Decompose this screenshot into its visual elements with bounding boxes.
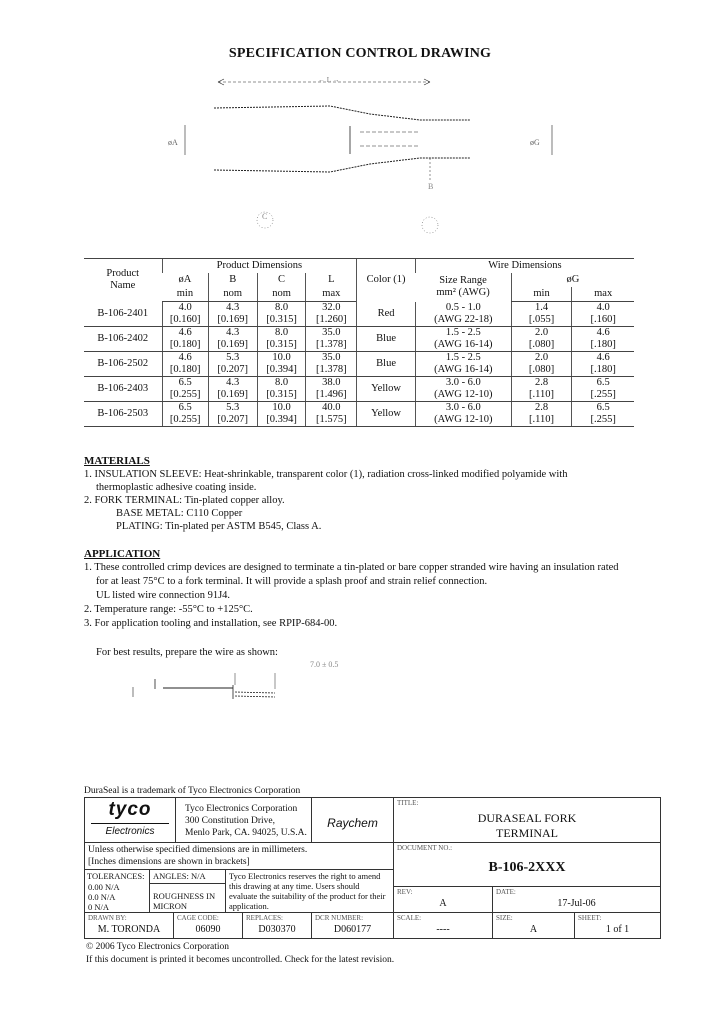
rights-cell (225, 869, 394, 913)
cell-gmin-in: [.080] (528, 339, 555, 350)
dim-phiG-label: øG (530, 138, 540, 147)
cell-b: 4.3 (226, 377, 240, 388)
table-row (84, 377, 634, 402)
date-label: DATE: (496, 888, 516, 896)
cell-gmin-in: [.110] (529, 414, 555, 425)
tolerances-label: TOLERANCES: (87, 871, 145, 881)
application-line-6: For best results, prepare the wire as shown: (96, 647, 278, 658)
title-cell (393, 797, 661, 843)
cell-b: 4.3 (226, 327, 240, 338)
cell-gmax: 6.5 (596, 377, 610, 388)
sheet: 1 of 1 (605, 924, 630, 935)
cell-gmax-in: [.180] (590, 364, 616, 375)
cell-l-in: [1.378] (316, 364, 347, 375)
trademark-note: DuraSeal is a trademark of Tyco Electronics Corporation (84, 786, 301, 796)
cell-b: 4.3 (226, 302, 240, 313)
tolerance-0dp: 0 N/A (88, 902, 110, 912)
cell-l: 35.0 (322, 327, 341, 338)
replaces-label: REPLACES: (246, 914, 283, 922)
tolerance-1dp: 0.0 N/A (88, 892, 116, 902)
cell-b: 5.3 (226, 352, 240, 363)
cell-gmin: 2.8 (534, 402, 549, 413)
cage-cell (173, 912, 243, 939)
cell-size: 1.5 - 2.5 (445, 352, 481, 363)
cell-a-in: [0.180] (169, 364, 201, 375)
rights-line-4: application. (229, 901, 269, 911)
cell-gmax: 4.0 (596, 302, 610, 313)
hdr-mm2: mm² (AWG) (436, 287, 490, 299)
cell-awg: (AWG 16-14) (434, 364, 493, 375)
hdr-l: L (306, 273, 357, 287)
corp-street: 300 Constitution Drive, (185, 816, 275, 826)
cell-gmax-in: [.255] (590, 414, 616, 425)
uncontrolled-note: If this document is printed it becomes uncontrolled. Check for the latest revision. (86, 955, 395, 965)
application-heading: APPLICATION (84, 548, 161, 560)
corp-address-cell (175, 797, 312, 843)
rights-line-1: Tyco Electronics reserves the right to amend (229, 871, 381, 881)
row-name: B-106-2401 (84, 302, 162, 327)
cell-a: 6.5 (178, 402, 192, 413)
hdr-product: Product (106, 268, 140, 280)
cell-b-in: [0.207] (217, 414, 249, 425)
hdr-color: Color (1) (357, 259, 416, 302)
cage-label: CAGE CODE: (177, 914, 219, 922)
cell-size: 3.0 - 6.0 (445, 402, 481, 413)
cell-awg: (AWG 16-14) (434, 339, 493, 350)
roughness-line-1: ROUGHNESS IN (153, 891, 216, 901)
hdr-phiG: øG (511, 273, 634, 287)
scale: ---- (436, 924, 450, 935)
page-title: SPECIFICATION CONTROL DRAWING (228, 46, 492, 61)
size: A (529, 924, 538, 935)
cell-a-in: [0.180] (169, 339, 201, 350)
cell-c-in: [0.394] (266, 414, 297, 425)
cell-gmin-in: [.110] (529, 389, 555, 400)
materials-line-3: 2. FORK TERMINAL: Tin-plated copper alloy. (84, 495, 285, 506)
replaces: D030370 (258, 924, 296, 935)
cell-color: Blue (357, 327, 416, 352)
doc-title-line-2: TERMINAL (496, 826, 558, 840)
row-name: B-106-2402 (84, 327, 162, 352)
cell-l: 32.0 (322, 302, 341, 313)
table-row (84, 302, 634, 327)
roughness-line-2: MICRON (153, 901, 188, 911)
cell-c: 8.0 (274, 327, 289, 338)
wire-strip-drawing (125, 655, 325, 725)
units-note-2: [Inches dimensions are shown in brackets] (88, 857, 250, 867)
dcr-label: DCR NUMBER: (315, 914, 364, 922)
cell-l: 35.0 (322, 352, 341, 363)
cell-gmax-in: [.255] (590, 389, 616, 400)
units-note-1: Unless otherwise specified dimensions are in millimeters. (88, 845, 308, 855)
size-cell (492, 912, 575, 939)
replaces-cell (242, 912, 312, 939)
corp-city: Menlo Park, CA. 94025, U.S.A. (185, 828, 307, 838)
dim-b-label: B (428, 182, 434, 191)
cell-gmax: 4.6 (596, 327, 610, 338)
dim-c-label: C (262, 212, 268, 221)
angles-text: ANGLES: N/A (153, 871, 206, 881)
materials-line-5: PLATING: Tin-plated per ASTM B545, Class A. (116, 521, 322, 532)
cell-c-in: [0.315] (266, 314, 297, 325)
cell-awg: (AWG 12-10) (434, 389, 493, 400)
cell-a-in: [0.255] (169, 389, 201, 400)
electronics-logo: Electronics (105, 826, 155, 837)
cell-gmin: 2.0 (534, 352, 549, 363)
cell-gmin-in: [.055] (528, 314, 555, 325)
title-label: TITLE: (397, 799, 419, 807)
cell-gmax-in: [.180] (590, 339, 616, 350)
raychem-logo: Raychem (327, 816, 378, 830)
cell-c-in: [0.315] (266, 389, 297, 400)
docno-label: DOCUMENT NO.: (397, 844, 453, 852)
application-line-3: UL listed wire connection 91J4. (96, 590, 231, 601)
logo-rule (91, 823, 169, 824)
doc-title-line-1: DURASEAL FORK (477, 811, 577, 825)
drawn-label: DRAWN BY: (88, 914, 127, 922)
units-note-cell (84, 842, 394, 870)
docno-cell (393, 842, 661, 887)
product-drawing (130, 70, 590, 250)
product-dimensions-table (84, 258, 634, 427)
cell-l-in: [1.496] (316, 389, 347, 400)
dcr-number: D060177 (333, 924, 372, 935)
rights-line-3: evaluate the suitability of the product for their (229, 891, 386, 901)
cell-c-in: [0.394] (266, 364, 297, 375)
rev-cell (393, 886, 493, 913)
hdr-size-range: Size Range (439, 275, 487, 287)
cell-gmax: 4.6 (596, 352, 610, 363)
application-line-1: 1. These controlled crimp devices are designed to terminate a tin-plated or bare copper stranded wire having an insulation rated (84, 562, 619, 573)
date-cell (492, 886, 661, 913)
cell-gmin-in: [.080] (528, 364, 555, 375)
table-row (84, 352, 634, 377)
cell-a: 4.6 (178, 352, 192, 363)
cell-b-in: [0.207] (217, 364, 249, 375)
hdr-phiA: øA (178, 274, 192, 285)
cell-color: Yellow (357, 402, 416, 427)
rev-label: REV: (397, 888, 413, 896)
sheet-cell (574, 912, 661, 939)
cell-gmax: 6.5 (596, 402, 610, 413)
cell-gmin: 2.0 (534, 327, 549, 338)
hdr-b-nom: nom (208, 287, 257, 302)
cell-size: 3.0 - 6.0 (445, 377, 481, 388)
size-label: SIZE: (496, 914, 513, 922)
cell-c-in: [0.315] (266, 339, 297, 350)
dcr-cell (311, 912, 394, 939)
row-name: B-106-2502 (84, 352, 162, 377)
sheet-label: SHEET: (578, 914, 602, 922)
cell-c: 8.0 (274, 377, 289, 388)
cell-gmin: 1.4 (534, 302, 549, 313)
strip-length-label: 7.0 ± 0.5 (310, 660, 339, 669)
cell-c: 10.0 (272, 352, 291, 363)
application-line-5: 3. For application tooling and installation, see RPIP-684-00. (84, 618, 338, 629)
application-line-4: 2. Temperature range: -55°C to +125°C. (84, 604, 253, 615)
materials-line-2: thermoplastic adhesive coating inside. (96, 482, 257, 493)
materials-line-4: BASE METAL: C110 Copper (116, 508, 243, 519)
cell-size: 1.5 - 2.5 (445, 327, 481, 338)
scale-cell (393, 912, 493, 939)
angles-divider (150, 883, 225, 884)
cell-b: 5.3 (226, 402, 240, 413)
hdr-wire-dims: Wire Dimensions (415, 259, 634, 274)
cell-gmax-in: [.160] (590, 314, 616, 325)
hdr-product-dims: Product Dimensions (162, 259, 357, 274)
document-number: B-106-2XXX (488, 860, 566, 875)
cell-a-in: [0.255] (169, 414, 201, 425)
hdr-g-max: max (572, 287, 634, 302)
cell-b-in: [0.169] (217, 389, 249, 400)
cell-a: 4.0 (178, 302, 192, 313)
cell-c: 8.0 (274, 302, 289, 313)
hdr-c: C (257, 273, 306, 287)
cell-awg: (AWG 12-10) (434, 414, 493, 425)
cell-color: Blue (357, 352, 416, 377)
drawn-by: M. TORONDA (97, 924, 161, 935)
angles-roughness-cell (149, 869, 226, 913)
application-line-2: for at least 75°C to a fork terminal. It will provide a splash proof and strain relief connection. (96, 576, 488, 587)
cell-color: Red (357, 302, 416, 327)
scale-label: SCALE: (397, 914, 422, 922)
dim-l-label: ← L → (318, 76, 340, 84)
hdr-name: Name (110, 280, 136, 292)
dim-phiA-label: øA (168, 138, 178, 147)
cell-gmin: 2.8 (534, 377, 549, 388)
corp-name: Tyco Electronics Corporation (185, 804, 298, 814)
cell-a-in: [0.160] (169, 314, 201, 325)
cell-c: 10.0 (272, 402, 291, 413)
rights-line-2: this drawing at any time. Users should (229, 881, 360, 891)
table-row (84, 327, 634, 352)
row-name: B-106-2403 (84, 377, 162, 402)
hdr-g-min: min (511, 287, 572, 302)
tyco-logo: tyco (108, 799, 152, 820)
hdr-l-max: max (306, 287, 357, 302)
cell-color: Yellow (357, 377, 416, 402)
cell-l: 38.0 (322, 377, 341, 388)
cell-awg: (AWG 22-18) (434, 313, 493, 325)
tolerances-cell (84, 869, 150, 913)
cell-l-in: [1.260] (316, 314, 347, 325)
cell-b-in: [0.169] (217, 314, 249, 325)
logo-cell (84, 797, 176, 843)
cell-a: 6.5 (178, 377, 192, 388)
hdr-c-nom: nom (257, 287, 306, 302)
hdr-phiA-min: min (162, 287, 208, 302)
cell-size: 0.5 - 1.0 (445, 301, 481, 313)
row-name: B-106-2503 (84, 402, 162, 427)
cell-b-in: [0.169] (217, 339, 249, 350)
revision: A (439, 898, 447, 909)
date: 17-Jul-06 (557, 898, 596, 909)
cell-a: 4.6 (178, 327, 192, 338)
raychem-cell (311, 797, 394, 843)
materials-heading: MATERIALS (84, 455, 150, 467)
hdr-b: B (208, 273, 257, 287)
table-row (84, 402, 634, 427)
cell-l-in: [1.575] (316, 414, 347, 425)
drawn-cell (84, 912, 174, 939)
materials-line-1: 1. INSULATION SLEEVE: Heat-shrinkable, transparent color (1), radiation cross-linked modified polyamide with (84, 469, 568, 480)
cell-l-in: [1.378] (316, 339, 347, 350)
copyright: © 2006 Tyco Electronics Corporation (86, 942, 230, 952)
cage-code: 06090 (195, 924, 221, 935)
cell-l: 40.0 (322, 402, 341, 413)
tolerance-2dp: 0.00 N/A (88, 882, 120, 892)
